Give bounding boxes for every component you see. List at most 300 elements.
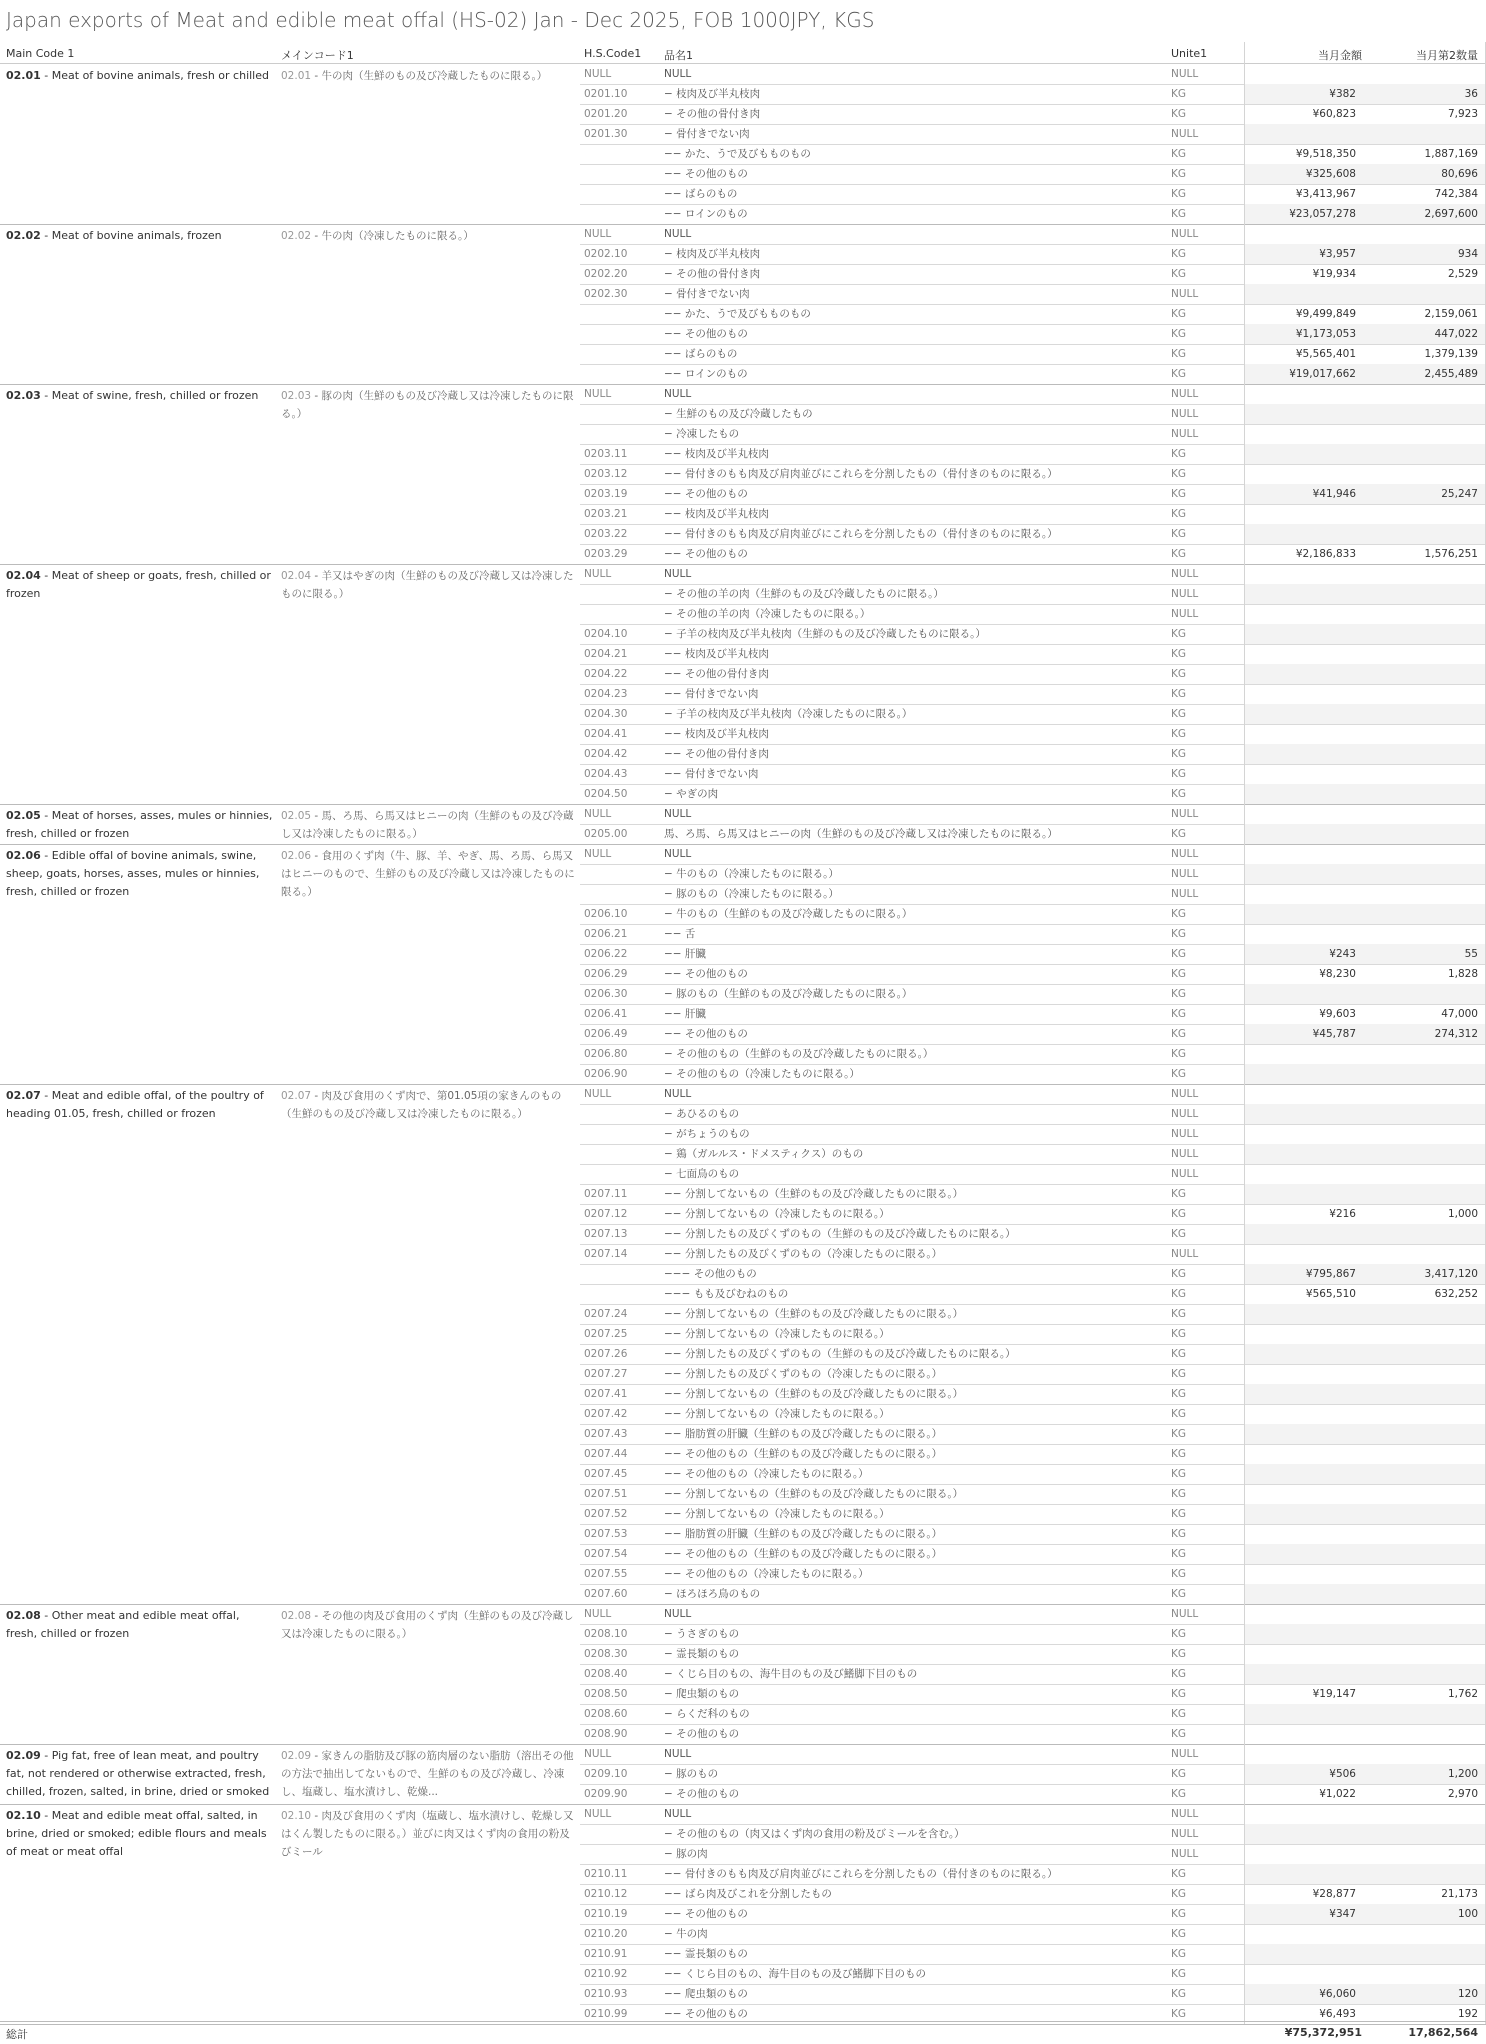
hs-code-cell[interactable]: 0207.60 [584,1588,628,1600]
hs-code-cell[interactable]: 0204.22 [584,668,628,680]
item-name-cell[interactable]: NULL [664,388,692,400]
hs-code-cell[interactable]: 0204.30 [584,708,628,720]
item-name-cell[interactable]: −− 分割してないもの（生鮮のもの及び冷蔵したものに限る。） [664,1308,964,1320]
unit-cell[interactable]: KG [1171,1068,1187,1080]
qty2-cell[interactable]: 1,576,251 [1424,548,1478,560]
qty2-cell[interactable]: 447,022 [1434,328,1478,340]
main-code-jp-cell[interactable] [281,807,576,843]
unit-cell[interactable]: KG [1171,508,1187,520]
item-name-cell[interactable]: −− 分割してないもの（生鮮のもの及び冷蔵したものに限る。） [664,1488,964,1500]
item-name-cell[interactable]: − 子羊の枝肉及び半丸枝肉（冷凍したものに限る。） [664,708,913,720]
qty2-cell[interactable]: 120 [1457,1988,1478,2000]
main-code-cell[interactable] [6,387,274,405]
qty2-cell[interactable]: 1,887,169 [1424,148,1478,160]
item-name-cell[interactable]: −− その他のもの [664,548,748,560]
item-name-cell[interactable]: −− その他のもの [664,488,748,500]
hs-code-cell[interactable]: 0207.11 [584,1188,628,1200]
item-name-cell[interactable]: −− ばら肉及びこれを分割したもの [664,1888,832,1900]
item-name-cell[interactable]: −− ロインのもの [664,208,748,220]
hs-code-cell[interactable]: 0207.27 [584,1368,628,1380]
unit-cell[interactable]: KG [1171,368,1187,380]
hs-code-cell[interactable]: 0210.91 [584,1948,628,1960]
unit-cell[interactable]: NULL [1171,288,1199,300]
item-name-cell[interactable]: −− 骨付きのもも肉及び肩肉並びにこれらを分割したもの（骨付きのものに限る。） [664,468,1058,480]
unit-cell[interactable]: NULL [1171,568,1199,580]
main-code-jp-cell[interactable] [281,1087,576,1123]
item-name-cell[interactable]: − その他の羊の肉（冷凍したものに限る。） [664,608,871,620]
qty2-cell[interactable]: 1,000 [1447,1208,1478,1220]
item-name-cell[interactable]: NULL [664,808,692,820]
main-code-cell[interactable] [6,567,274,603]
main-code-cell[interactable] [6,847,274,901]
header-unit[interactable]: Unite1 [1171,47,1208,60]
qty2-cell[interactable]: 25,247 [1441,488,1478,500]
unit-cell[interactable]: KG [1171,708,1187,720]
value-cell[interactable]: ¥6,060 [1319,1988,1356,2000]
unit-cell[interactable]: NULL [1171,608,1199,620]
item-name-cell[interactable]: −− 分割してないもの（生鮮のもの及び冷蔵したものに限る。） [664,1388,964,1400]
hs-code-cell[interactable]: 0208.30 [584,1648,628,1660]
main-code-cell[interactable] [6,1607,274,1643]
unit-cell[interactable]: NULL [1171,1748,1199,1760]
value-cell[interactable]: ¥216 [1329,1208,1356,1220]
item-name-cell[interactable]: − その他の羊の肉（生鮮のもの及び冷蔵したものに限る。） [664,588,944,600]
unit-cell[interactable]: KG [1171,1668,1187,1680]
hs-code-cell[interactable]: 0207.14 [584,1248,628,1260]
item-name-cell[interactable]: −− その他のもの [664,968,748,980]
qty2-cell[interactable]: 55 [1464,948,1478,960]
item-name-cell[interactable]: −− その他のもの [664,168,748,180]
item-name-cell[interactable]: −− 骨付きのもも肉及び肩肉並びにこれらを分割したもの（骨付きのものに限る。） [664,528,1058,540]
value-cell[interactable]: ¥45,787 [1312,1028,1356,1040]
hs-code-cell[interactable]: 0210.99 [584,2008,628,2020]
unit-cell[interactable]: KG [1171,908,1187,920]
unit-cell[interactable]: KG [1171,728,1187,740]
unit-cell[interactable]: NULL [1171,848,1199,860]
unit-cell[interactable]: KG [1171,1728,1187,1740]
unit-cell[interactable]: KG [1171,2008,1187,2020]
unit-cell[interactable]: KG [1171,1448,1187,1460]
unit-cell[interactable]: NULL [1171,888,1199,900]
item-name-cell[interactable]: − 豚のもの [664,1768,719,1780]
item-name-cell[interactable]: − 牛のもの（生鮮のもの及び冷蔵したものに限る。） [664,908,913,920]
item-name-cell[interactable]: − がちょうのもの [664,1128,750,1140]
unit-cell[interactable]: KG [1171,108,1187,120]
value-cell[interactable]: ¥347 [1329,1908,1356,1920]
unit-cell[interactable]: NULL [1171,1608,1199,1620]
item-name-cell[interactable]: −− その他の骨付き肉 [664,748,769,760]
unit-cell[interactable]: NULL [1171,388,1199,400]
unit-cell[interactable]: KG [1171,1928,1187,1940]
unit-cell[interactable]: NULL [1171,588,1199,600]
item-name-cell[interactable]: −− 枝肉及び半丸枝肉 [664,648,769,660]
qty2-cell[interactable]: 1,762 [1447,1688,1478,1700]
hs-code-cell[interactable]: 0207.26 [584,1348,628,1360]
main-code-jp-cell[interactable] [281,567,576,603]
hs-code-cell[interactable]: 0207.42 [584,1408,628,1420]
unit-cell[interactable]: NULL [1171,68,1199,80]
unit-cell[interactable]: KG [1171,548,1187,560]
value-cell[interactable]: ¥19,147 [1312,1688,1356,1700]
unit-cell[interactable]: KG [1171,1788,1187,1800]
hs-code-cell[interactable]: 0209.90 [584,1788,628,1800]
unit-cell[interactable]: NULL [1171,128,1199,140]
item-name-cell[interactable]: −− その他のもの [664,1908,748,1920]
qty2-cell[interactable]: 1,200 [1447,1768,1478,1780]
main-code-cell[interactable] [6,227,274,245]
item-name-cell[interactable]: −− その他のもの（生鮮のもの及び冷蔵したものに限る。） [664,1548,943,1560]
unit-cell[interactable]: KG [1171,148,1187,160]
unit-cell[interactable]: KG [1171,1888,1187,1900]
item-name-cell[interactable]: NULL [664,1808,692,1820]
unit-cell[interactable]: KG [1171,748,1187,760]
value-cell[interactable]: ¥60,823 [1312,108,1356,120]
hs-code-cell[interactable]: 0203.29 [584,548,628,560]
item-name-cell[interactable]: − ほろほろ鳥のもの [664,1588,761,1600]
hs-code-cell[interactable]: 0206.90 [584,1068,628,1080]
unit-cell[interactable]: NULL [1171,808,1199,820]
item-name-cell[interactable]: −− 分割してないもの（生鮮のもの及び冷蔵したものに限る。） [664,1188,964,1200]
unit-cell[interactable]: NULL [1171,1848,1199,1860]
main-code-jp-cell[interactable] [281,67,576,85]
unit-cell[interactable]: KG [1171,1428,1187,1440]
qty2-cell[interactable]: 1,379,139 [1424,348,1478,360]
unit-cell[interactable]: KG [1171,1908,1187,1920]
item-name-cell[interactable]: − らくだ科のもの [664,1708,750,1720]
main-code-cell[interactable] [6,1747,274,1801]
hs-code-cell[interactable]: 0208.60 [584,1708,628,1720]
qty2-cell[interactable]: 742,384 [1434,188,1478,200]
hs-code-cell[interactable]: 0201.10 [584,88,628,100]
hs-code-cell[interactable]: 0207.24 [584,1308,628,1320]
hs-code-cell[interactable]: 0206.21 [584,928,628,940]
item-name-cell[interactable]: −− ばらのもの [664,188,738,200]
value-cell[interactable]: ¥41,946 [1312,488,1356,500]
item-name-cell[interactable]: NULL [664,848,692,860]
main-code-cell[interactable] [6,67,274,85]
item-name-cell[interactable]: −− 分割したもの及びくずのもの（生鮮のもの及び冷蔵したものに限る。） [664,1228,1016,1240]
item-name-cell[interactable]: −− 骨付きでない肉 [664,688,759,700]
hs-code-cell[interactable]: 0207.12 [584,1208,628,1220]
main-code-jp-cell[interactable] [281,227,576,245]
item-name-cell[interactable]: −− その他のもの（冷凍したものに限る。） [664,1568,869,1580]
unit-cell[interactable]: KG [1171,1588,1187,1600]
item-name-cell[interactable]: −− かた、うで及びもものもの [664,148,811,160]
hs-code-cell[interactable]: 0210.93 [584,1988,628,2000]
item-name-cell[interactable]: −− その他のもの [664,328,748,340]
value-cell[interactable]: ¥28,877 [1312,1888,1356,1900]
header-value[interactable]: 当月金額 [1318,49,1362,62]
hs-code-cell[interactable]: 0207.54 [584,1548,628,1560]
unit-cell[interactable]: KG [1171,628,1187,640]
unit-cell[interactable]: KG [1171,1048,1187,1060]
item-name-cell[interactable]: − くじら目のもの、海牛目のもの及び鰭脚下目のもの [664,1668,918,1680]
unit-cell[interactable]: KG [1171,688,1187,700]
unit-cell[interactable]: KG [1171,1348,1187,1360]
qty2-cell[interactable]: 2,455,489 [1424,368,1478,380]
qty2-cell[interactable]: 100 [1457,1908,1478,1920]
qty2-cell[interactable]: 7,923 [1447,108,1478,120]
hs-code-cell[interactable]: 0207.45 [584,1468,628,1480]
qty2-cell[interactable]: 934 [1457,248,1478,260]
value-cell[interactable]: ¥506 [1329,1768,1356,1780]
item-name-cell[interactable]: − その他の骨付き肉 [664,108,761,120]
hs-code-cell[interactable]: 0202.10 [584,248,628,260]
unit-cell[interactable]: KG [1171,968,1187,980]
value-cell[interactable]: ¥5,565,401 [1295,348,1356,360]
hs-code-cell[interactable]: 0210.11 [584,1868,628,1880]
main-code-jp-cell[interactable] [281,1807,576,1861]
unit-cell[interactable]: KG [1171,1528,1187,1540]
qty2-cell[interactable]: 47,000 [1441,1008,1478,1020]
item-name-cell[interactable]: − 霊長類のもの [664,1648,740,1660]
hs-code-cell[interactable]: 0203.22 [584,528,628,540]
hs-code-cell[interactable]: 0206.41 [584,1008,628,1020]
main-code-cell[interactable] [6,1807,274,1861]
qty2-cell[interactable]: 192 [1457,2008,1478,2020]
unit-cell[interactable]: KG [1171,1328,1187,1340]
unit-cell[interactable]: KG [1171,1488,1187,1500]
hs-code-cell[interactable]: 0203.21 [584,508,628,520]
qty2-cell[interactable]: 274,312 [1434,1028,1478,1040]
item-name-cell[interactable]: −− 分割してないもの（冷凍したものに限る。） [664,1328,890,1340]
unit-cell[interactable]: NULL [1171,1108,1199,1120]
item-name-cell[interactable]: − うさぎのもの [664,1628,740,1640]
item-name-cell[interactable]: −− 肝臓 [664,1008,706,1020]
unit-cell[interactable]: KG [1171,928,1187,940]
item-name-cell[interactable]: −− 霊長類のもの [664,1948,748,1960]
header-main-code[interactable]: Main Code 1 [6,47,75,60]
unit-cell[interactable]: KG [1171,448,1187,460]
hs-code-cell[interactable]: 0210.92 [584,1968,628,1980]
item-name-cell[interactable]: − 七面鳥のもの [664,1168,740,1180]
qty2-cell[interactable]: 632,252 [1434,1288,1478,1300]
unit-cell[interactable]: KG [1171,1208,1187,1220]
item-name-cell[interactable]: − 鶏（ガルルス・ドメスティクス）のもの [664,1148,864,1160]
qty2-cell[interactable]: 36 [1464,88,1478,100]
item-name-cell[interactable]: NULL [664,568,692,580]
item-name-cell[interactable]: −− 分割したもの及びくずのもの（冷凍したものに限る。） [664,1368,943,1380]
item-name-cell[interactable]: − 牛のもの（冷凍したものに限る。） [664,868,839,880]
header-qty2[interactable]: 当月第2数量 [1416,49,1478,62]
hs-code-cell[interactable]: 0204.42 [584,748,628,760]
item-name-cell[interactable]: −− 脂肪質の肝臓（生鮮のもの及び冷蔵したものに限る。） [664,1428,943,1440]
item-name-cell[interactable]: −− その他の骨付き肉 [664,668,769,680]
unit-cell[interactable]: KG [1171,1288,1187,1300]
item-name-cell[interactable]: − 豚のもの（生鮮のもの及び冷蔵したものに限る。） [664,988,913,1000]
main-code-jp-cell[interactable] [281,387,576,423]
unit-cell[interactable]: NULL [1171,1828,1199,1840]
item-name-cell[interactable]: − 骨付きでない肉 [664,288,750,300]
hs-code-cell[interactable]: 0207.25 [584,1328,628,1340]
hs-code-cell[interactable]: 0209.10 [584,1768,628,1780]
hs-code-cell[interactable]: 0206.80 [584,1048,628,1060]
value-cell[interactable]: ¥382 [1329,88,1356,100]
unit-cell[interactable]: KG [1171,208,1187,220]
item-name-cell[interactable]: −− 枝肉及び半丸枝肉 [664,508,769,520]
hs-code-cell[interactable]: 0207.55 [584,1568,628,1580]
item-name-cell[interactable]: −− 枝肉及び半丸枝肉 [664,728,769,740]
unit-cell[interactable]: KG [1171,1408,1187,1420]
main-code-cell[interactable] [6,807,274,843]
unit-cell[interactable]: KG [1171,1388,1187,1400]
item-name-cell[interactable]: −− その他のもの（冷凍したものに限る。） [664,1468,869,1480]
unit-cell[interactable]: KG [1171,1768,1187,1780]
item-name-cell[interactable]: − その他のもの [664,1728,740,1740]
item-name-cell[interactable]: −− 分割してないもの（冷凍したものに限る。） [664,1208,890,1220]
hs-code-cell[interactable]: 0207.51 [584,1488,628,1500]
item-name-cell[interactable]: −− 分割してないもの（冷凍したものに限る。） [664,1508,890,1520]
unit-cell[interactable]: KG [1171,1708,1187,1720]
item-name-cell[interactable]: − 冷凍したもの [664,428,740,440]
hs-code-cell[interactable]: 0206.30 [584,988,628,1000]
unit-cell[interactable]: KG [1171,528,1187,540]
hs-code-cell[interactable]: NULL [584,848,612,860]
unit-cell[interactable]: NULL [1171,1168,1199,1180]
unit-cell[interactable]: KG [1171,488,1187,500]
unit-cell[interactable]: KG [1171,1948,1187,1960]
item-name-cell[interactable]: − 枝肉及び半丸枝肉 [664,248,761,260]
item-name-cell[interactable]: −−− もも及びむねのもの [664,1288,789,1300]
item-name-cell[interactable]: −− 舌 [664,928,696,940]
main-code-jp-cell[interactable] [281,1747,576,1801]
unit-cell[interactable]: KG [1171,468,1187,480]
hs-code-cell[interactable]: 0206.22 [584,948,628,960]
unit-cell[interactable]: KG [1171,1868,1187,1880]
unit-cell[interactable]: KG [1171,1228,1187,1240]
hs-code-cell[interactable]: 0202.30 [584,288,628,300]
item-name-cell[interactable]: − 牛の肉 [664,1928,708,1940]
item-name-cell[interactable]: − その他のもの（生鮮のもの及び冷蔵したものに限る。） [664,1048,934,1060]
unit-cell[interactable]: KG [1171,188,1187,200]
hs-code-cell[interactable]: 0206.49 [584,1028,628,1040]
item-name-cell[interactable]: − 豚のもの（冷凍したものに限る。） [664,888,839,900]
item-name-cell[interactable]: −− 骨付きのもも肉及び肩肉並びにこれらを分割したもの（骨付きのものに限る。） [664,1868,1058,1880]
unit-cell[interactable]: KG [1171,1308,1187,1320]
item-name-cell[interactable]: −− その他のもの（生鮮のもの及び冷蔵したものに限る。） [664,1448,943,1460]
unit-cell[interactable]: KG [1171,788,1187,800]
unit-cell[interactable]: NULL [1171,408,1199,420]
value-cell[interactable]: ¥565,510 [1305,1288,1356,1300]
unit-cell[interactable]: NULL [1171,868,1199,880]
value-cell[interactable]: ¥9,499,849 [1295,308,1356,320]
item-name-cell[interactable]: − その他の骨付き肉 [664,268,761,280]
qty2-cell[interactable]: 1,828 [1447,968,1478,980]
item-name-cell[interactable]: −− ばらのもの [664,348,738,360]
hs-code-cell[interactable]: NULL [584,1808,612,1820]
hs-code-cell[interactable]: 0204.10 [584,628,628,640]
item-name-cell[interactable]: − 爬虫類のもの [664,1688,740,1700]
hs-code-cell[interactable]: 0201.20 [584,108,628,120]
hs-code-cell[interactable]: 0202.20 [584,268,628,280]
hs-code-cell[interactable]: NULL [584,808,612,820]
item-name-cell[interactable]: − その他のもの（肉又はくず肉の食用の粉及びミールを含む。） [664,1828,965,1840]
unit-cell[interactable]: KG [1171,648,1187,660]
value-cell[interactable]: ¥1,173,053 [1295,328,1356,340]
qty2-cell[interactable]: 80,696 [1441,168,1478,180]
item-name-cell[interactable]: −− 分割してないもの（冷凍したものに限る。） [664,1408,890,1420]
item-name-cell[interactable]: −− その他のもの [664,1028,748,1040]
hs-code-cell[interactable]: NULL [584,228,612,240]
item-name-cell[interactable]: −− かた、うで及びもものもの [664,308,811,320]
value-cell[interactable]: ¥23,057,278 [1289,208,1356,220]
item-name-cell[interactable]: − 骨付きでない肉 [664,128,750,140]
unit-cell[interactable]: KG [1171,1188,1187,1200]
item-name-cell[interactable]: −− 枝肉及び半丸枝肉 [664,448,769,460]
unit-cell[interactable]: KG [1171,1268,1187,1280]
item-name-cell[interactable]: − 豚の肉 [664,1848,708,1860]
hs-code-cell[interactable]: 0210.12 [584,1888,628,1900]
hs-code-cell[interactable]: 0204.23 [584,688,628,700]
unit-cell[interactable]: KG [1171,1968,1187,1980]
hs-code-cell[interactable]: 0204.41 [584,728,628,740]
item-name-cell[interactable]: NULL [664,1088,692,1100]
item-name-cell[interactable]: −− ロインのもの [664,368,748,380]
unit-cell[interactable]: KG [1171,1648,1187,1660]
unit-cell[interactable]: NULL [1171,1248,1199,1260]
hs-code-cell[interactable]: 0206.10 [584,908,628,920]
value-cell[interactable]: ¥3,413,967 [1295,188,1356,200]
unit-cell[interactable]: KG [1171,1008,1187,1020]
item-name-cell[interactable]: −− 肝臓 [664,948,706,960]
unit-cell[interactable]: KG [1171,1988,1187,2000]
hs-code-cell[interactable]: NULL [584,388,612,400]
value-cell[interactable]: ¥795,867 [1305,1268,1356,1280]
unit-cell[interactable]: KG [1171,768,1187,780]
unit-cell[interactable]: KG [1171,988,1187,1000]
unit-cell[interactable]: NULL [1171,1808,1199,1820]
value-cell[interactable]: ¥19,934 [1312,268,1356,280]
value-cell[interactable]: ¥2,186,833 [1295,548,1356,560]
item-name-cell[interactable]: −− 分割したもの及びくずのもの（冷凍したものに限る。） [664,1248,943,1260]
item-name-cell[interactable]: −− 分割したもの及びくずのもの（生鮮のもの及び冷蔵したものに限る。） [664,1348,1016,1360]
unit-cell[interactable]: KG [1171,248,1187,260]
item-name-cell[interactable]: − 子羊の枝肉及び半丸枝肉（生鮮のもの及び冷蔵したものに限る。） [664,628,986,640]
qty2-cell[interactable]: 21,173 [1441,1888,1478,1900]
value-cell[interactable]: ¥19,017,662 [1289,368,1356,380]
unit-cell[interactable]: KG [1171,268,1187,280]
hs-code-cell[interactable]: 0207.44 [584,1448,628,1460]
hs-code-cell[interactable]: NULL [584,1088,612,1100]
hs-code-cell[interactable]: 0207.41 [584,1388,628,1400]
hs-code-cell[interactable]: 0210.19 [584,1908,628,1920]
hs-code-cell[interactable]: 0207.43 [584,1428,628,1440]
unit-cell[interactable]: KG [1171,1508,1187,1520]
header-hs-code[interactable]: H.S.Code1 [584,47,642,60]
qty2-cell[interactable]: 2,529 [1447,268,1478,280]
unit-cell[interactable]: KG [1171,1688,1187,1700]
unit-cell[interactable]: KG [1171,1368,1187,1380]
value-cell[interactable]: ¥9,518,350 [1295,148,1356,160]
item-name-cell[interactable]: −− くじら目のもの、海牛目のもの及び鰭脚下目のもの [664,1968,927,1980]
item-name-cell[interactable]: − 生鮮のもの及び冷蔵したもの [664,408,813,420]
value-cell[interactable]: ¥325,608 [1305,168,1356,180]
value-cell[interactable]: ¥6,493 [1319,2008,1356,2020]
hs-code-cell[interactable]: 0208.90 [584,1728,628,1740]
item-name-cell[interactable]: NULL [664,1748,692,1760]
unit-cell[interactable]: KG [1171,1468,1187,1480]
item-name-cell[interactable]: − 枝肉及び半丸枝肉 [664,88,761,100]
item-name-cell[interactable]: −− その他のもの [664,2008,748,2020]
hs-code-cell[interactable]: 0203.11 [584,448,628,460]
hs-code-cell[interactable]: NULL [584,68,612,80]
hs-code-cell[interactable]: 0207.13 [584,1228,628,1240]
item-name-cell[interactable]: NULL [664,228,692,240]
unit-cell[interactable]: NULL [1171,1128,1199,1140]
unit-cell[interactable]: NULL [1171,1148,1199,1160]
unit-cell[interactable]: KG [1171,1548,1187,1560]
item-name-cell[interactable]: −− 爬虫類のもの [664,1988,748,2000]
